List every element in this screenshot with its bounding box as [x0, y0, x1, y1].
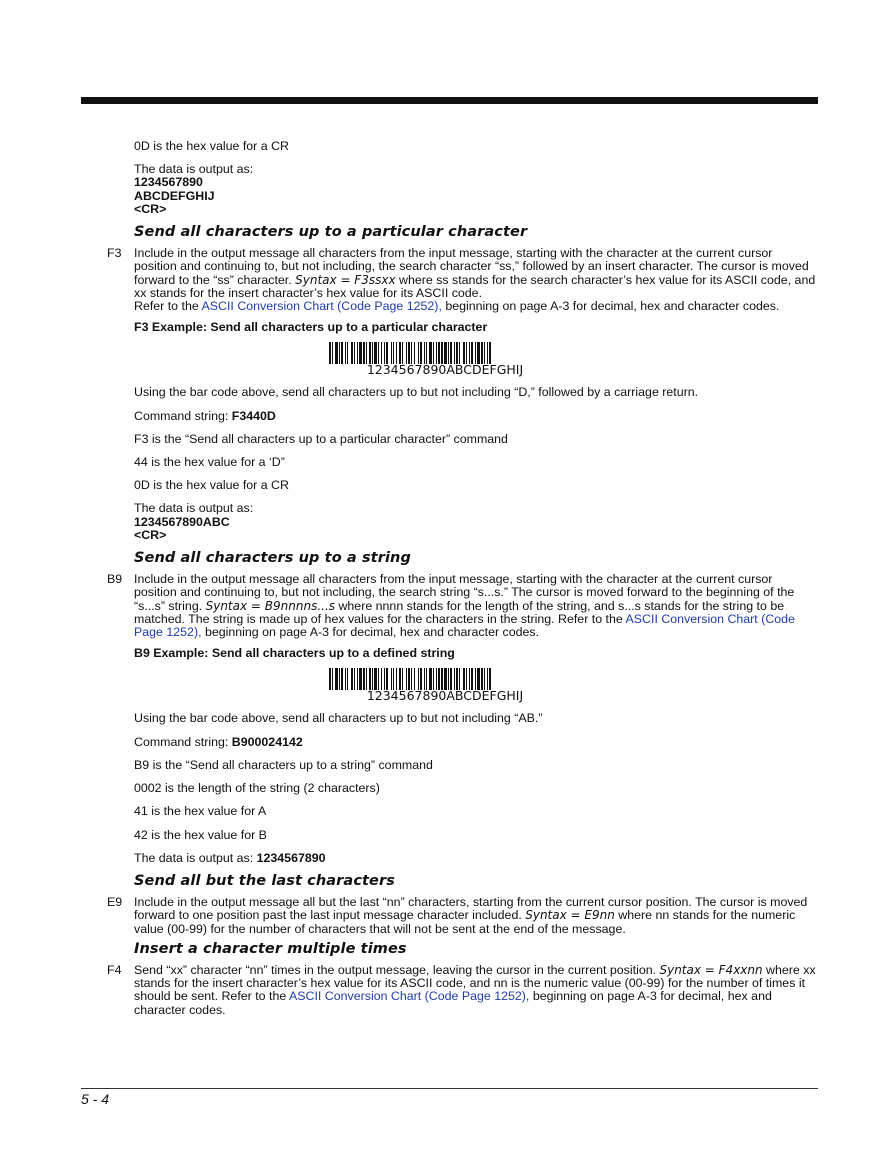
- barcode-bar: [351, 668, 353, 690]
- desc-text: Send “xx” character “nn” times in the output message, leaving the cursor in the current position.: [134, 962, 660, 977]
- label: Command string:: [134, 734, 232, 749]
- output-line: <CR>: [134, 527, 167, 542]
- text-line: 0D is the hex value for a CR: [134, 478, 289, 493]
- barcode-bar: [429, 342, 432, 364]
- barcode-bar: [374, 668, 377, 690]
- barcode-bar: [466, 342, 467, 364]
- barcode-bar: [386, 668, 388, 690]
- barcode-bar: [429, 668, 432, 690]
- desc-text: beginning on page A-3 for decimal, hex and character codes.: [201, 625, 540, 640]
- barcode-bar: [487, 668, 488, 690]
- section-heading: Insert a character multiple times: [134, 940, 407, 957]
- barcode-bar: [489, 668, 491, 690]
- barcode-bar: [436, 668, 437, 690]
- barcode-bar: [347, 668, 348, 690]
- barcode-bar: [424, 342, 425, 364]
- barcode-bar: [477, 668, 480, 690]
- barcode-bar: [359, 668, 362, 690]
- barcode-bar: [441, 342, 443, 364]
- command-code: E9: [107, 895, 123, 910]
- barcode-bar: [408, 668, 410, 690]
- command-code: B9: [107, 572, 123, 587]
- barcode-bar: [444, 668, 447, 690]
- barcode-bar: [484, 342, 485, 364]
- barcode-bar: [347, 342, 348, 364]
- desc-text: Refer to the: [134, 299, 202, 314]
- ascii-chart-link[interactable]: ASCII Conversion Chart (Code Page 1252),: [134, 611, 795, 640]
- text-line: The data is output as:: [134, 501, 254, 516]
- barcode-bar: [384, 668, 385, 690]
- barcode-image: [329, 342, 561, 376]
- output-line: 1234567890: [134, 175, 203, 190]
- command-description: [107, 572, 818, 640]
- text-line: B9 is the “Send all characters up to a string” command: [134, 757, 433, 772]
- output-line: [134, 852, 818, 865]
- syntax: Syntax = B9nnnns...s: [205, 598, 336, 613]
- barcode-bar: [363, 342, 365, 364]
- barcode-bar: [378, 668, 379, 690]
- barcode-bar: [487, 342, 488, 364]
- desc-text: Include in the output message all characters from the input message, starting with the character at the current cursor position and continuing to, but not including, the search string “s...s.” The cursor is moved forward to the beginning of the “s...s” string.: [134, 572, 795, 613]
- barcode-bar: [469, 668, 470, 690]
- section-heading: Send all but the last characters: [134, 872, 395, 889]
- command-code: F4: [107, 962, 122, 977]
- barcode-bar: [399, 668, 401, 690]
- barcode-bar: [329, 342, 331, 364]
- barcode-bar: [345, 342, 346, 364]
- command-value: B900024142: [231, 734, 303, 749]
- barcode-bar: [450, 342, 452, 364]
- barcode-bar: [366, 342, 367, 364]
- text-line: 0D is the hex value for a CR: [134, 139, 289, 153]
- command-description: [107, 895, 818, 936]
- ascii-chart-link[interactable]: ASCII Conversion Chart (Code Page 1252),: [289, 989, 530, 1004]
- barcode-bar: [426, 668, 427, 690]
- example-title: F3 Example: Send all characters up to a particular character: [134, 320, 488, 335]
- barcode-bar: [426, 342, 427, 364]
- barcode-bar: [481, 342, 483, 364]
- label: Command string:: [134, 408, 232, 423]
- barcode-bar: [466, 668, 467, 690]
- barcode-bar: [471, 668, 473, 690]
- barcode-bar: [393, 342, 394, 364]
- barcode-bar: [463, 668, 465, 690]
- barcode-bar: [411, 668, 412, 690]
- text-line: 41 is the hex value for A: [134, 804, 267, 819]
- text-line: The data is output as:: [134, 162, 254, 177]
- barcode-bar: [354, 342, 355, 364]
- barcode-bar: [359, 342, 362, 364]
- output-line: <CR>: [134, 201, 167, 216]
- barcode-bar: [386, 342, 388, 364]
- barcode-bar: [469, 342, 470, 364]
- barcode-bar: [420, 342, 422, 364]
- barcode-bar: [441, 668, 443, 690]
- page-content: [107, 139, 818, 1023]
- barcode-bar: [433, 342, 434, 364]
- barcode-bar: [393, 668, 394, 690]
- barcode-bar: [335, 668, 338, 690]
- barcode-bar: [477, 342, 480, 364]
- barcode-bar: [339, 668, 340, 690]
- barcode-bar: [341, 668, 343, 690]
- output-value: 1234567890: [256, 850, 326, 865]
- barcode-bar: [448, 342, 449, 364]
- desc-text: beginning on page A-3 for decimal, hex and character codes.: [134, 989, 772, 1017]
- text-line: Using the bar code above, send all characters up to but not including “D,” followed by a carriage return.: [134, 385, 699, 400]
- barcode-bar: [448, 668, 449, 690]
- command-description: [107, 246, 818, 314]
- barcode-bar: [433, 668, 434, 690]
- barcode-bar: [489, 342, 491, 364]
- command-description: [107, 962, 818, 1017]
- barcode-bar: [406, 668, 407, 690]
- barcode-bar: [484, 668, 485, 690]
- text-line: 0002 is the length of the string (2 characters): [134, 781, 380, 796]
- section-heading: Send all characters up to a string: [134, 550, 411, 567]
- barcode-bar: [459, 342, 460, 364]
- barcode-bar: [424, 668, 425, 690]
- barcode-bar: [329, 668, 331, 690]
- barcode-bars: [329, 342, 561, 364]
- barcode-bar: [351, 342, 353, 364]
- ascii-chart-link[interactable]: ASCII Conversion Chart (Code Page 1252),: [201, 299, 442, 314]
- barcode-bar: [345, 668, 346, 690]
- desc-text: where xx stands for the insert character’s hex value for its ASCII code, and nn is the numeric value (00-99) for the number of times it should be sent. Refer to the: [134, 962, 816, 1004]
- section-heading: Send all characters up to a particular character: [134, 224, 528, 241]
- barcode-bar: [471, 342, 473, 364]
- barcode-bar: [384, 342, 385, 364]
- barcode-bar: [459, 668, 460, 690]
- barcode-bar: [418, 342, 419, 364]
- desc-text: Include in the output message all but the last “nn” characters, starting from the current cursor position. The cursor is moved forward to one position past the last input message character included.: [134, 895, 808, 923]
- barcode-bar: [391, 668, 392, 690]
- text-line: 42 is the hex value for B: [134, 827, 267, 842]
- desc-text: where nn stands for the numeric value (00-99) for the number of characters that will not be sent at the end of the message.: [134, 908, 796, 936]
- barcode-bar: [408, 342, 410, 364]
- desc-text: beginning on page A-3 for decimal, hex and character codes.: [441, 299, 780, 314]
- barcode-bar: [414, 342, 415, 364]
- text-line: Using the bar code above, send all characters up to but not including “AB.”: [134, 711, 543, 726]
- barcode-bar: [406, 342, 407, 364]
- barcode-bar: [436, 342, 437, 364]
- barcode-bar: [372, 668, 373, 690]
- barcode-bar: [369, 668, 371, 690]
- text-line: 44 is the hex value for a ‘D”: [134, 455, 285, 470]
- barcode-bar: [391, 342, 392, 364]
- output-line: ABCDEFGHIJ: [134, 188, 215, 203]
- barcode-text: 1234567890ABCDEFGHIJ: [366, 362, 524, 378]
- barcode-bar: [354, 668, 355, 690]
- barcode-bar: [357, 342, 358, 364]
- barcode-bar: [339, 342, 340, 364]
- desc-text: where ss stands for the search character’s hex value for its ASCII code, and xx stands for the insert character’s hex value for its ASCII code.: [134, 272, 816, 300]
- barcode-bar: [366, 668, 367, 690]
- barcode-bar: [399, 342, 401, 364]
- barcode-bar: [341, 342, 343, 364]
- barcode-bar: [396, 668, 397, 690]
- barcode-bar: [454, 342, 455, 364]
- barcode-bar: [438, 668, 440, 690]
- barcode-bar: [475, 342, 476, 364]
- example-title: B9 Example: Send all characters up to a defined string: [134, 646, 455, 661]
- barcode-bar: [402, 342, 403, 364]
- command-code: F3: [107, 246, 122, 261]
- barcode-bar: [438, 342, 440, 364]
- barcode-bars: [329, 668, 561, 690]
- barcode-bar: [411, 342, 412, 364]
- barcode-bar: [378, 342, 379, 364]
- barcode-bar: [463, 342, 465, 364]
- syntax: Syntax = F4xxnn: [659, 962, 763, 977]
- barcode-bar: [332, 668, 333, 690]
- label: The data is output as:: [134, 850, 257, 865]
- barcode-bar: [475, 668, 476, 690]
- barcode-bar: [396, 342, 397, 364]
- text-line: F3 is the “Send all characters up to a particular character” command: [134, 431, 508, 446]
- barcode-bar: [332, 342, 333, 364]
- barcode-bar: [374, 342, 377, 364]
- command-string: [134, 410, 818, 423]
- barcode-bar: [481, 668, 483, 690]
- barcode-bar: [414, 668, 415, 690]
- barcode-bar: [402, 668, 403, 690]
- barcode-bar: [381, 668, 382, 690]
- barcode-bar: [372, 342, 373, 364]
- barcode-bar: [369, 342, 371, 364]
- barcode-bar: [381, 342, 382, 364]
- barcode-bar: [418, 668, 419, 690]
- desc-text: where nnnn stands for the length of the string, and s...s stands for the string to be matched. The string is made up of hex values for the characters in the string. Refer to the: [134, 598, 785, 626]
- page-number: 5 - 4: [81, 1091, 110, 1107]
- barcode-bar: [420, 668, 422, 690]
- barcode-bar: [456, 342, 458, 364]
- syntax: Syntax = E9nn: [525, 908, 615, 923]
- command-value: F3440D: [231, 408, 276, 423]
- footer-rule: [81, 1088, 818, 1089]
- barcode-bar: [335, 342, 338, 364]
- header-rule: [81, 97, 818, 104]
- barcode-bar: [357, 668, 358, 690]
- output-line: 1234567890ABC: [134, 514, 230, 529]
- barcode-bar: [444, 342, 447, 364]
- barcode-text: 1234567890ABCDEFGHIJ: [366, 688, 524, 704]
- command-string: [134, 736, 818, 749]
- barcode-image: [329, 668, 561, 702]
- barcode-bar: [456, 668, 458, 690]
- desc-text: Include in the output message all characters from the input message, starting with the character at the current cursor position and continuing to, but not including, the search character “ss,” followed by an insert character. The cursor is moved forward to the “ss” character.: [134, 246, 809, 287]
- barcode-bar: [450, 668, 452, 690]
- syntax: Syntax = F3ssxx: [295, 272, 396, 287]
- barcode-bar: [454, 668, 455, 690]
- barcode-bar: [363, 668, 365, 690]
